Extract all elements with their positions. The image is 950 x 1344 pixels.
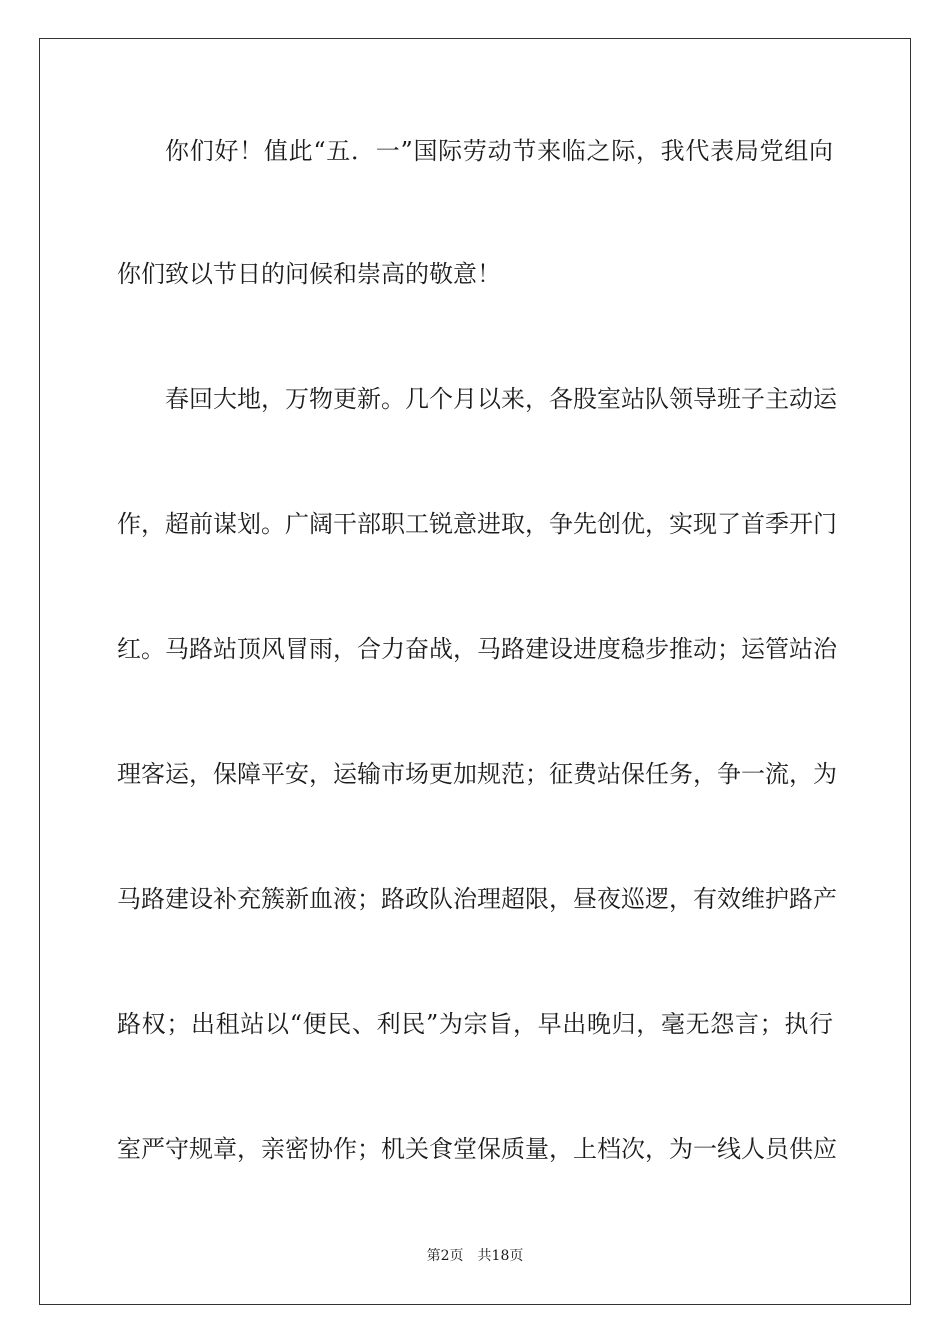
paragraph-2-line-4: 理客运，保障平安，运输市场更加规范；征费站保任务，争一流，为 <box>117 760 837 788</box>
paragraph-1-line-2: 你们致以节日的问候和崇高的敬意！ <box>117 260 501 288</box>
paragraph-2-line-6: 路权；出租站以“便民、利民”为宗旨，早出晚归，毫无怨言；执行 <box>117 1010 833 1038</box>
paragraph-2-line-7: 室严守规章，亲密协作；机关食堂保质量，上档次，为一线人员供应 <box>117 1135 837 1163</box>
paragraph-2-line-1: 春回大地，万物更新。几个月以来，各股室站队领导班子主动运 <box>165 385 837 413</box>
paragraph-2-line-5: 马路建设补充簇新血液；路政队治理超限，昼夜巡逻，有效维护路产 <box>117 885 837 913</box>
page-number: 第2页 <box>426 1248 464 1264</box>
page-border <box>39 38 911 1305</box>
paragraph-1-line-1: 你们好！值此“五．一”国际劳动节来临之际，我代表局党组向 <box>165 137 833 165</box>
page-footer <box>0 1246 950 1266</box>
paragraph-2-line-3: 红。马路站顶风冒雨，合力奋战，马路建设进度稳步推动；运管站治 <box>117 635 837 663</box>
paragraph-2-line-2: 作，超前谋划。广阔干部职工锐意进取，争先创优，实现了首季开门 <box>117 510 837 538</box>
total-pages: 共18页 <box>477 1248 524 1264</box>
